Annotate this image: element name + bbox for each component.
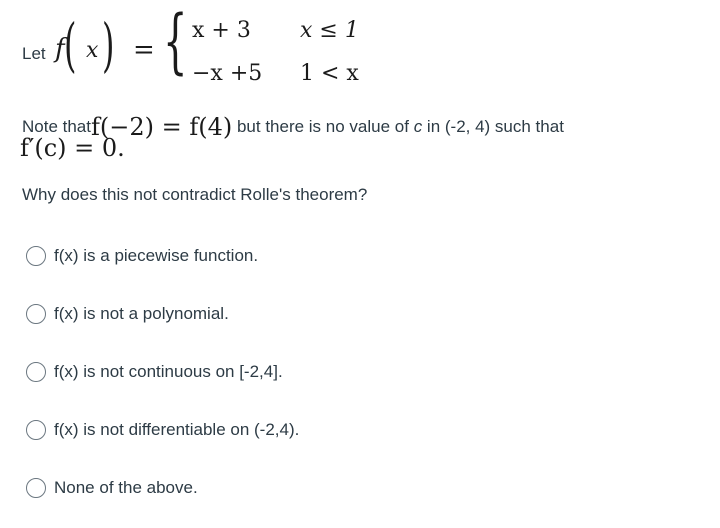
radio-button[interactable]: [26, 420, 46, 440]
radio-button[interactable]: [26, 362, 46, 382]
option-label: f(x) is not continuous on [-2,4].: [54, 362, 283, 381]
right-paren: ): [102, 11, 115, 79]
left-paren: (: [64, 11, 77, 79]
derivative-condition: f′(c) = 0.: [20, 134, 125, 162]
note-suffix: in (-2, 4) such that: [422, 117, 564, 136]
note-equation: f(−2) = f(4): [91, 113, 233, 141]
case-2-condition: 1 < x: [300, 61, 359, 86]
option-piecewise[interactable]: [26, 244, 258, 268]
option-label: None of the above.: [54, 478, 198, 497]
option-none-of-above[interactable]: [26, 476, 198, 500]
let-label: Let: [22, 44, 46, 63]
function-name: f: [55, 34, 65, 64]
option-not-differentiable[interactable]: [26, 418, 299, 442]
note-c-variable: c: [413, 117, 423, 136]
option-not-polynomial[interactable]: [26, 302, 229, 326]
note-prefix: Note that: [22, 117, 91, 136]
function-variable: x: [86, 38, 99, 63]
question-text: Why does this not contradict Rolle's theorem?: [22, 185, 368, 204]
radio-button[interactable]: [26, 304, 46, 324]
option-label: f(x) is not differentiable on (-2,4).: [54, 420, 300, 439]
equals-sign: =: [133, 35, 155, 65]
radio-button[interactable]: [26, 246, 46, 266]
option-not-continuous[interactable]: [26, 360, 283, 384]
piecewise-brace: {: [163, 0, 188, 82]
case-1-expression: x + 3: [192, 18, 251, 43]
option-label: f(x) is a piecewise function.: [54, 246, 259, 265]
radio-button[interactable]: [26, 478, 46, 498]
case-2-expression: −x +5: [192, 61, 263, 86]
note-middle: but there is no value of: [232, 117, 414, 136]
case-1-condition: x ≤ 1: [300, 18, 359, 43]
option-label: f(x) is not a polynomial.: [54, 304, 229, 323]
